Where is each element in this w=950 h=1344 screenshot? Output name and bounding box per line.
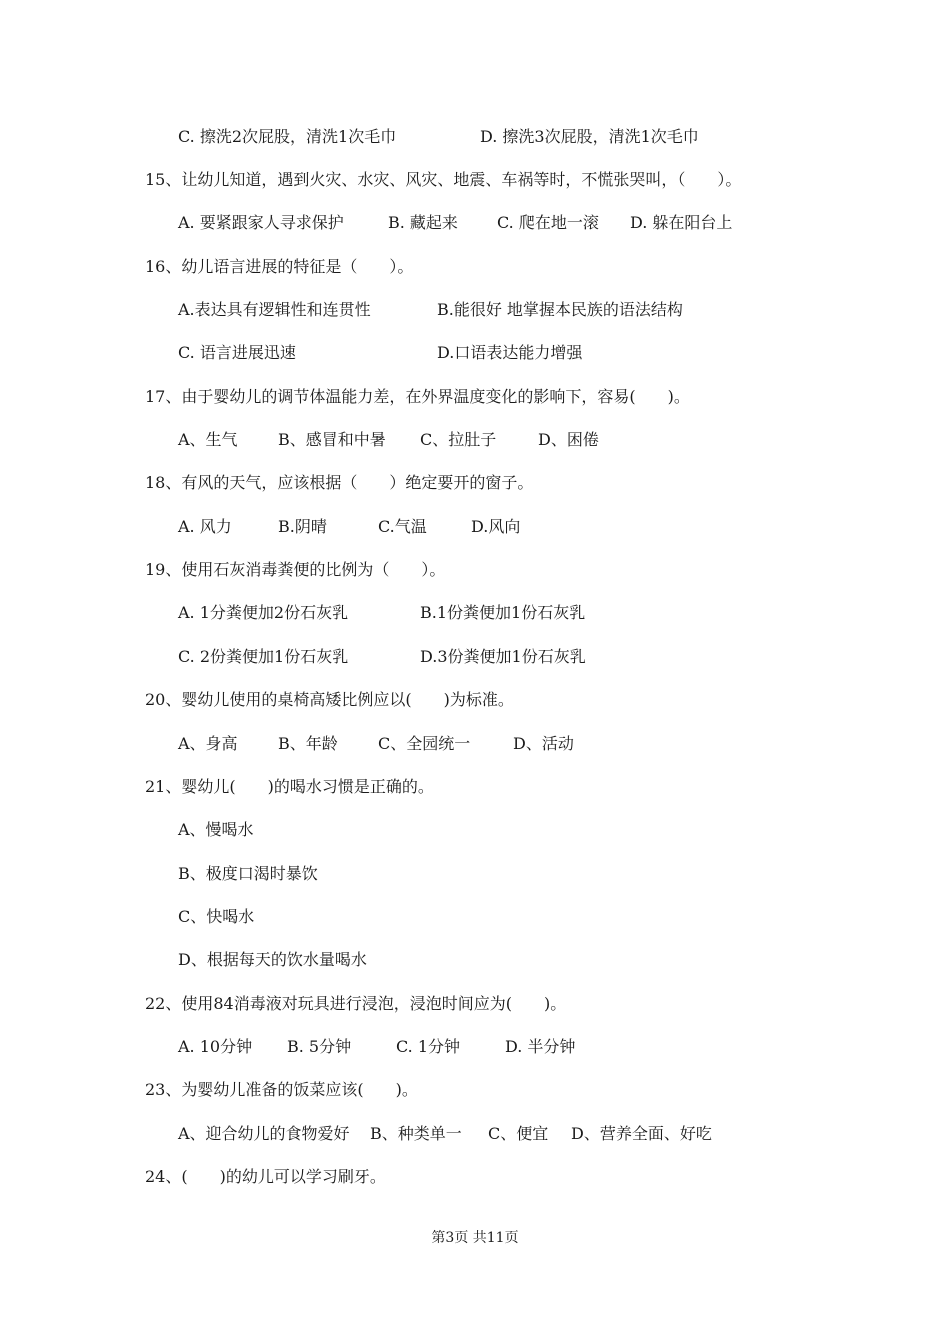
option-a-q16: A.表达具有逻辑性和连贯性 bbox=[178, 300, 371, 319]
option-b-q16: B.能很好 地掌握本民族的语法结构 bbox=[437, 300, 683, 319]
option-b-q18: B.阴晴 bbox=[278, 517, 327, 536]
question-24: 24、( )的幼儿可以学习刷牙。 bbox=[145, 1167, 386, 1186]
option-b-q22: B. 5分钟 bbox=[287, 1037, 352, 1056]
option-a-q20: A、身高 bbox=[178, 734, 238, 753]
question-19: 19、使用石灰消毒粪便的比例为（ ）。 bbox=[145, 560, 446, 579]
question-21: 21、婴幼儿( )的喝水习惯是正确的。 bbox=[145, 777, 434, 796]
option-b-q19: B.1份粪便加1份石灰乳 bbox=[420, 603, 586, 622]
option-a-q22: A. 10分钟 bbox=[178, 1037, 253, 1056]
question-16: 16、幼儿语言进展的特征是（ ）。 bbox=[145, 257, 414, 276]
option-c-q17: C、拉肚子 bbox=[420, 430, 497, 449]
question-15: 15、让幼儿知道，遇到火灾、水灾、风灾、地震、车祸等时，不慌张哭叫，（ ）。 bbox=[145, 170, 742, 189]
option-c-q22: C. 1分钟 bbox=[396, 1037, 461, 1056]
option-c-q20: C、全园统一 bbox=[378, 734, 471, 753]
option-b-q23: B、种类单一 bbox=[370, 1124, 462, 1143]
option-c-q18: C.气温 bbox=[378, 517, 427, 536]
option-c-q23: C、便宜 bbox=[488, 1124, 549, 1143]
option-a-q15: A. 要紧跟家人寻求保护 bbox=[178, 213, 344, 232]
option-b-q21: B、极度口渴时暴饮 bbox=[178, 864, 318, 883]
option-d-q19: D.3份粪便加1份石灰乳 bbox=[420, 647, 586, 666]
option-b-q20: B、年龄 bbox=[278, 734, 338, 753]
option-c-q14: C. 擦洗2次屁股，清洗1次毛巾 bbox=[178, 127, 397, 146]
option-c-q15: C. 爬在地一滚 bbox=[497, 213, 599, 232]
option-a-q23: A、迎合幼儿的食物爱好 bbox=[178, 1124, 350, 1143]
option-d-q23: D、营养全面、好吃 bbox=[571, 1124, 712, 1143]
option-a-q19: A. 1分粪便加2份石灰乳 bbox=[178, 603, 349, 622]
question-20: 20、婴幼儿使用的桌椅高矮比例应以( )为标准。 bbox=[145, 690, 514, 709]
option-d-q22: D. 半分钟 bbox=[505, 1037, 576, 1056]
option-c-q21: C、快喝水 bbox=[178, 907, 255, 926]
option-a-q21: A、慢喝水 bbox=[178, 820, 254, 839]
option-d-q18: D.风向 bbox=[471, 517, 521, 536]
option-c-q16: C. 语言进展迅速 bbox=[178, 343, 296, 362]
option-a-q17: A、生气 bbox=[178, 430, 238, 449]
question-18: 18、有风的天气，应该根据（ ）绝定要开的窗子。 bbox=[145, 473, 534, 492]
question-22: 22、使用84消毒液对玩具进行浸泡，浸泡时间应为( )。 bbox=[145, 994, 567, 1013]
option-b-q17: B、感冒和中暑 bbox=[278, 430, 386, 449]
option-a-q18: A. 风力 bbox=[178, 517, 232, 536]
option-c-q19: C. 2份粪便加1份石灰乳 bbox=[178, 647, 349, 666]
question-17: 17、由于婴幼儿的调节体温能力差，在外界温度变化的影响下，容易( )。 bbox=[145, 387, 690, 406]
option-d-q14: D. 擦洗3次屁股，清洗1次毛巾 bbox=[480, 127, 699, 146]
question-23: 23、为婴幼儿准备的饭菜应该( )。 bbox=[145, 1080, 418, 1099]
option-b-q15: B. 藏起来 bbox=[388, 213, 458, 232]
option-d-q15: D. 躲在阳台上 bbox=[630, 213, 733, 232]
option-d-q21: D、根据每天的饮水量喝水 bbox=[178, 950, 367, 969]
option-d-q17: D、困倦 bbox=[538, 430, 599, 449]
option-d-q20: D、活动 bbox=[513, 734, 574, 753]
page-number-footer: 第3页 共11页 bbox=[431, 1230, 519, 1246]
option-d-q16: D.口语表达能力增强 bbox=[437, 343, 583, 362]
